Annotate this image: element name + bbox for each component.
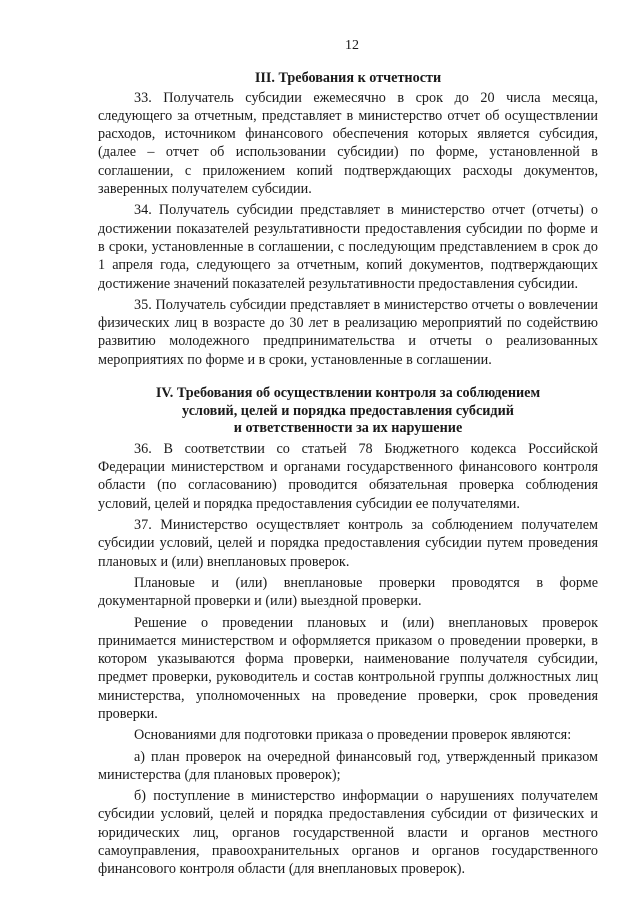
paragraph-36: 36. В соответствии со статьей 78 Бюджетного кодекса Российской Федерации министерством и органами государственного финансового контроля области (по согласованию) проводится обязательная проверка соблюдения условий, целей и порядка предоставления субсидии ее получателями.	[98, 440, 598, 512]
list-item-b: б) поступление в министерство информации о нарушениях получателем субсидии условий, целей и порядка предоставления субсидии от физических и юридических лиц, органов государственной власти и органов местного самоуправления, правоохранительных органов и органов государственного финансового контроля области (для внеплановых проверок).	[98, 788, 598, 878]
paragraph-34: 34. Получатель субсидии представляет в министерство отчет (отчеты) о достижении показателей результативности предоставления субсидии по форме и в сроки, установленные в соглашении, с последующим представлением в срок до 1 апреля года, следующего за отчетным, копий документов, подтверждающих достижение значений показателей результативности предоставления субсидии.	[98, 202, 598, 292]
paragraph-inspection-decision: Решение о проведении плановых и (или) внеплановых проверок принимается министерством и оформляется приказом о проведении проверки, в котором указываются форма проверки, наименование получателя субсидии, предмет проверки, руководитель и состав контрольной группы должностных лиц министерства, уполномоченных на проведение проверки, срок проведения проверки.	[98, 614, 598, 722]
paragraph-inspection-forms: Плановые и (или) внеплановые проверки проводятся в форме документарной проверки и (или) выездной проверки.	[98, 574, 598, 610]
section-4-title-line-3: и ответственности за их нарушение	[233, 420, 463, 437]
list-item-a: а) план проверок на очередной финансовый год, утвержденный приказом министерства (для плановых проверок);	[98, 748, 598, 783]
section-4-title-line-2: условий, целей и порядка предоставления субсидий	[182, 402, 514, 419]
section-4-title	[98, 385, 598, 438]
section-3-title: III. Требования к отчетности	[254, 70, 442, 86]
paragraph-grounds-intro: Основаниями для подготовки приказа о проведении проверок являются:	[134, 727, 572, 744]
page-number: 12	[345, 38, 359, 53]
paragraph-33: 33. Получатель субсидии ежемесячно в срок до 20 числа месяца, следующего за отчетным, представляет в министерство отчет об осуществлении расходов, источником финансового обеспечения которых является субсидия, (далее – отчет об использовании субсидии) по форме, установленной в соглашении, с приложением копий подтверждающих расходы документов, заверенных получателем субсидии.	[98, 89, 598, 198]
paragraph-37: 37. Министерство осуществляет контроль за соблюдением получателем субсидии условий, целей и порядка предоставления субсидии путем проведения плановых и (или) внеплановых проверок.	[98, 517, 598, 570]
section-4-title-line-1: IV. Требования об осуществлении контроля за соблюдением	[155, 385, 541, 402]
paragraph-35: 35. Получатель субсидии представляет в министерство отчеты о вовлечении физических лиц в возрасте до 30 лет в реализацию мероприятий по содействию развитию молодежного предпринимательства и отчеты о реализованных мероприятиях по форме и в сроки, установленные в соглашении.	[98, 296, 598, 368]
